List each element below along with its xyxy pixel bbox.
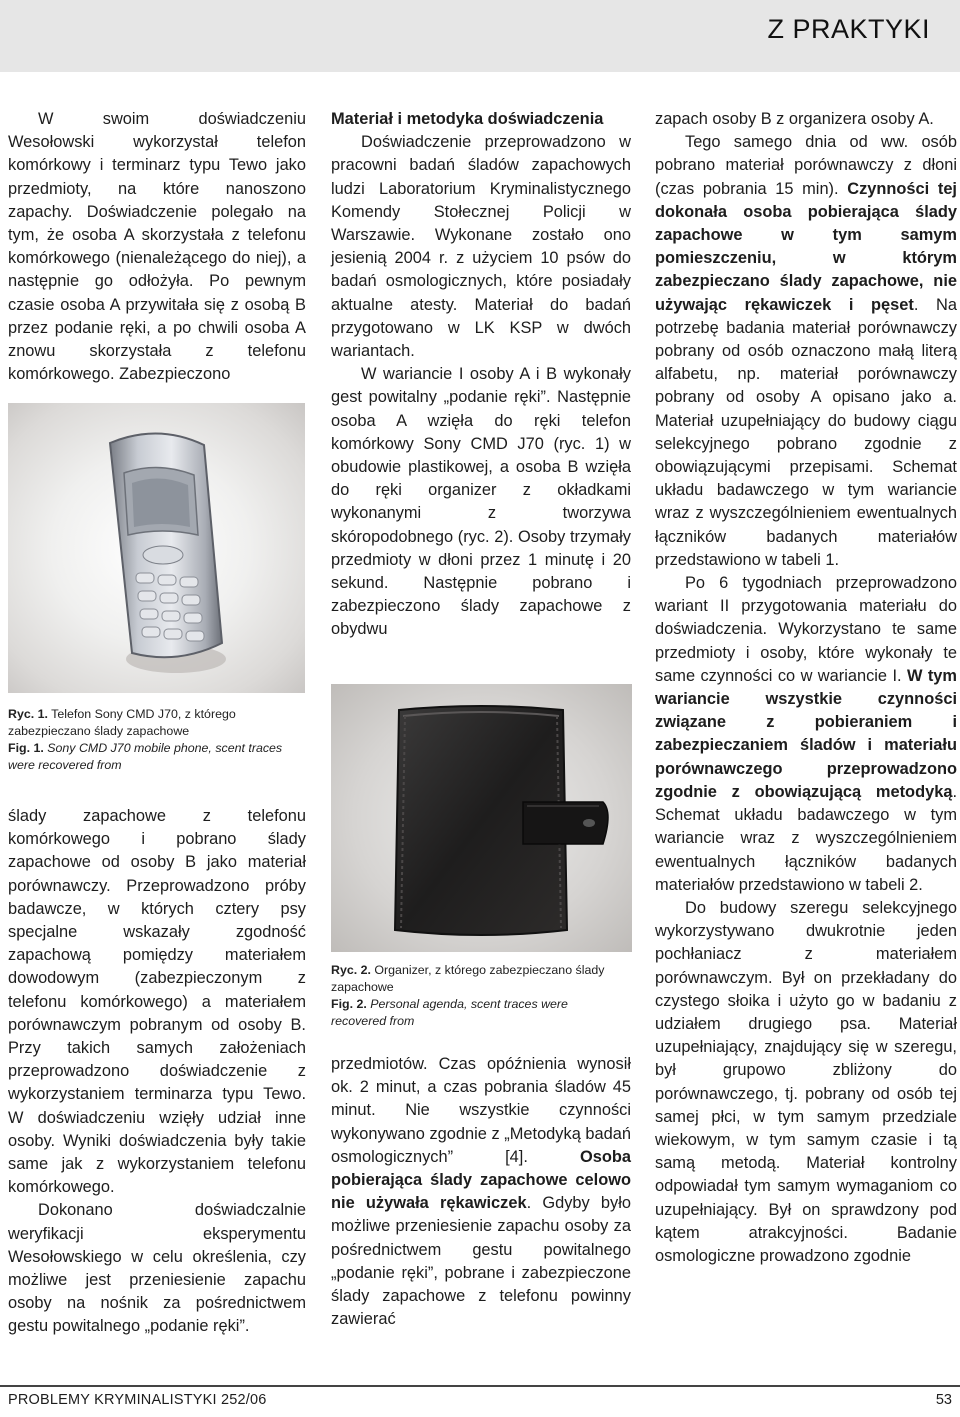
paragraph (655, 131, 957, 572)
caption-text-en: Personal agenda, scent traces were recovered from (331, 997, 568, 1028)
text-run: Tego samego dnia od ww. osób pobrano materiał porównawczy z dłoni (czas pobrania 15 min). (655, 133, 957, 198)
paragraph: W swoim doświadczeniu Wesołowski wykorzystał telefon komórkowy i terminarz typu Tewo jako przedmioty, na które nanoszono zapachy. Doświadczenie polegało na tym, że osoba A skorzystała z telefonu komórkowego (nienależącego do niej), a następnie go odłożyła. Po pewnym czasie osoba A przywitała się z osobą B przez podanie ręki, a po chwili osoba A znowu skorzystała z telefonu komórkowego. Zabezpieczono (8, 110, 306, 384)
figure-label: Ryc. 2. (331, 963, 371, 977)
paragraph: ślady zapachowe z telefonu komórkowego i pobrano ślady zapachowe od osoby B jako materiał porównawczy. Przeprowadzono próby badawcze, w których cztery psy specjalne wskazały zgodność zapachową pomiędzy materiałem dowodowym (zabezpieczonym z telefonu komórkowego) a materiałem porównawczym pobranym od osoby B. Przy takich samych założeniach przeprowadzono doświadczenie z wykorzystaniem terminarza typu Tewo. W doświadczeniu wzięły udział inne osoby. Wyniki doświadczenia były takie same jak z wykorzystaniem telefonu komórkowego. (8, 807, 306, 1197)
column-2-top (331, 108, 631, 642)
caption-text: Telefon Sony CMD J70, z którego zabezpieczano ślady zapachowe (8, 707, 236, 738)
footer-rule (0, 1385, 960, 1387)
bold-text-run: W tym wariancie wszystkie czynności związane z pobieraniem i zabezpieczaniem śladów i materiału porównawczego przeprowadzono zgodnie z obowiązującą metodyką (655, 666, 957, 801)
paragraph (331, 1053, 631, 1331)
paragraph (655, 572, 957, 897)
paragraph: Do budowy szeregu selekcyjnego wykorzystywano dwukrotnie jeden pochłaniacz z materiałem porównawczym. Był on przekładany do czystego słoika i użyto go w badaniu z udziałem drugiego psa. Materiał uzupełniający, znajdujący się w szeregu, był grupowo zbliżony do porównawczego, tj. pobrany od osób tej samej płci, w tym samym przedziale wiekowym, w tym samym czasie i tą samą metodą. Materiał kontrolny odpowiadał tym samym wymaganiom co uzupełniający. Był on sprawdzony pod kątem atrakcyjności. Badanie osmologiczne prowadzono zgodnie (655, 898, 957, 1265)
text-run: . Gdyby było możliwe przeniesienie zapachu osoby za pośrednictwem gestu powitalnego „podanie ręki”, pobrane i zabezpieczone ślady zapachowe z telefonu powinny zawierać (331, 1194, 631, 1329)
text-run: . Na potrzebę badania materiał porównawczy pobrany od osób oznaczono małą literą alfabetu, np. materiał porównawczy pobrany od osoby A opisano jako a. Materiał uzupełniający do budowy ciągu selekcyjnego pobrano zgodnie z obowiązującymi przepisami. Schemat układu badawczego w tym wariancie wraz z wyszczególnieniem ewentualnych łączników badanych materiałów przedstawiono w tabeli 1. (655, 295, 958, 569)
phone-illustration (8, 403, 305, 693)
journal-name: PROBLEMY KRYMINALISTYKI 252/06 (8, 1392, 267, 1408)
paragraph: W wariancie I osoby A i B wykonały gest powitalny „podanie ręki”. Następnie osoba A wzięła do ręki telefon komórkowy Sony CMD J70 (ryc. 1) w obudowie plastikowej, a osoba B wzięła do ręki organizer z okładkami wykonanymi z tworzywa skóropodobnego (ryc. 2). Osoby trzymały przedmioty w dłoni przez 1 minutę i 20 sekund. Następnie pobrano i zabezpieczono ślady zapachowe z obydwu (331, 365, 631, 639)
caption-text-en: Sony CMD J70 mobile phone, scent traces were recovered from (8, 741, 283, 772)
figure-label-en: Fig. 2. (331, 997, 367, 1011)
section-title: Z PRAKTYKI (767, 14, 930, 44)
bold-text-run: Czynności tej dokonała osoba pobierająca ślady zapachowe w tym samym pomieszczeniu, w którym zabezpieczano ślady zapachowe, nie używając rękawiczek i pęset (655, 179, 957, 314)
text-run: . Schemat układu badawczego w tym wariancie wraz z wyszczególnieniem ewentualnych łączników badanych materiałów przedstawiono w tabeli 2. (655, 782, 957, 894)
column-2-bottom (331, 1053, 631, 1331)
caption-text: Organizer, z którego zabezpieczano ślady zapachowe (331, 963, 605, 994)
paragraph: Doświadczenie przeprowadzono w pracowni badań śladów zapachowych ludzi Laboratorium Kryminalistycznego Komendy Stołecznej Policji w Warszawie. Wykonane zostało ono jesienią 2004 r. z użyciem 10 psów do badań osmologicznych, które posiadały aktualne atesty. Materiał do badań przygotowano w LK KSP w dwóch wariantach. (331, 133, 631, 361)
figure-label-en: Fig. 1. (8, 741, 44, 755)
bold-text-run: Osoba pobierająca ślady zapachowe celowo nie używała rękawiczek (331, 1147, 631, 1213)
figure-label: Ryc. 1. (8, 707, 48, 721)
text-run: przedmiotów. Czas opóźnienia wynosił ok. 2 minut, a czas pobrania śladów 45 minut. Nie wszystkie czynności wykonywano zgodnie z „Metodyką badań osmologicznych” [4]. (331, 1055, 631, 1166)
column-1-bottom (8, 805, 306, 1339)
paragraph: Dokonano doświadczalnie weryfikacji eksperymentu Wesołowskiego w celu określenia, czy możliwe jest przeniesienie zapachu osoby na nośnik za pośrednictwem gestu powitalnego „podanie ręki”. (8, 1201, 306, 1336)
column-1-top (8, 108, 306, 386)
text-run: Po 6 tygodniach przeprowadzono wariant II przygotowania materiału do doświadczenia. Wykorzystano te same przedmioty i osoby, które wykonały te same czynności co w wariancie I. (655, 574, 957, 685)
figure-2-caption (331, 962, 626, 1030)
organizer-illustration (331, 684, 632, 952)
page-number: 53 (935, 1392, 952, 1408)
column-3 (655, 108, 957, 1268)
phone-photo (8, 403, 305, 693)
figure-1-caption (8, 706, 298, 774)
paragraph: zapach osoby B z organizera osoby A. (655, 110, 934, 128)
section-heading: Materiał i metodyka doświadczenia (331, 110, 604, 128)
organizer-photo (331, 684, 632, 952)
